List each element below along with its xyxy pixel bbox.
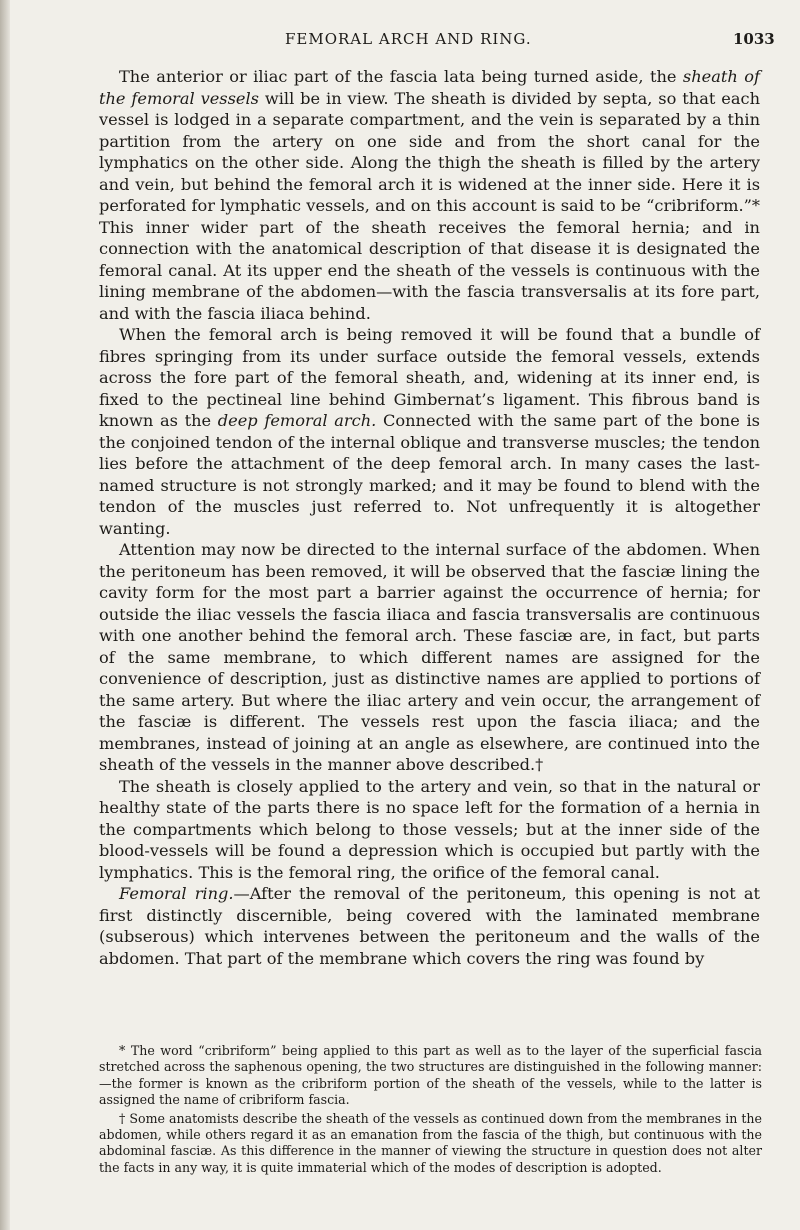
paragraph-sheath [99, 66, 760, 324]
paragraph-deep-femoral-arch [99, 324, 760, 539]
page-header [0, 30, 800, 54]
footnotes [99, 1043, 762, 1178]
paragraph-text: Connected with the same part of the bone is the conjoined tendon of the internal oblique and transverse muscles; the tendon lies before the attachment of the deep femoral arch. In many cases the last-named structure is not strongly marked; and it may be found to blend with the tendon of the muscles just referred to. Not unfrequently it is altogether wanting. [99, 411, 760, 538]
paragraph-text: will be in view. The sheath is divided by septa, so that each vessel is lodged in a separate compartment, and the vein is separated by a thin partition from the artery on one side and from the short canal for the lymphatics on the other side. Along the thigh the sheath is filled by the artery and vein, but behind the femoral arch it is widened at the inner side. Here it is perforated for lymphatic vessels, and on this account is said to be “cribriform.”* This inner wider part of the sheath receives the femoral hernia; and in connection with the anatomical description of that disease it is designated the femoral canal. At its upper end the sheath of the vessels is continuous with the lining membrane of the abdomen—with the fascia transversalis at its fore part, and with the fascia iliaca behind. [99, 88, 760, 323]
page-edge-shadow [0, 0, 10, 1230]
paragraph-femoral-ring [99, 883, 760, 969]
italic-term: deep femoral arch. [217, 411, 377, 430]
main-body-text [99, 66, 760, 969]
paragraph-text: Attention may now be directed to the internal surface of the abdomen. When the peritoneum has been removed, it will be observed that the fasciæ lining the cavity form for the most part a barrier against the occurrence of hernia; for outside the iliac vessels the fascia iliaca and fascia transversalis are continuous with one another behind the femoral arch. These fasciæ are, in fact, but parts of the same membrane, to which different names are assigned for the convenience of description, just as distinctive names are applied to portions of the same artery. But where the iliac artery and vein occur, the arrangement of the fasciæ is different. The vessels rest upon the fascia iliaca; and the membranes, instead of joining at an angle as elsewhere, are continued into the sheath of the vessels in the manner above described.† [99, 540, 760, 774]
paragraph-text: The sheath is closely applied to the artery and vein, so that in the natural or healthy state of the parts there is no space left for the formation of a hernia in the compartments which belong to those vessels; but at the inner side of the blood-vessels will be found a depression which is occupied but partly with the lymphatics. This is the femoral ring, the orifice of the femoral canal. [99, 776, 760, 882]
italic-term: sheath of the femoral vessels [99, 67, 760, 108]
paragraph-text: —After the removal of the peritoneum, this opening is not at first distinctly discernible, being covered with the laminated membrane (subserous) which intervenes between the peritoneum and the walls of the abdomen. That part of the membrane which covers the ring was found by [99, 884, 760, 968]
paragraph-text: The anterior or iliac part of the fascia lata being turned aside, the [119, 67, 683, 86]
paragraph-text: When the femoral arch is being removed it will be found that a bundle of fibres springing from its under surface outside the femoral vessels, extends across the fore part of the femoral sheath, and, widening at its inner end, is fixed to the pectineal line behind Gimbernat’s ligament. This fibrous band is known as the [99, 325, 760, 430]
page-number: 1033 [733, 30, 775, 48]
italic-heading: Femoral ring. [119, 884, 234, 903]
paragraph-internal-surface [99, 539, 760, 776]
paragraph-femoral-ring-intro [99, 776, 760, 884]
running-title: FEMORAL ARCH AND RING. [285, 30, 532, 48]
footnote-dagger: † Some anatomists describe the sheath of the vessels as continued down from the membranes in the abdomen, while others regard it as an emanation from the fascia of the thigh, but continuous with the abdominal fasciæ. As this difference in the manner of viewing the structure in question does not alter the facts in any way, it is quite immaterial which of the modes of description is adopted. [99, 1110, 762, 1175]
footnote-asterisk: * The word “cribriform” being applied to this part as well as to the layer of the superficial fascia stretched across the saphenous opening, the two structures are distinguished in the following manner:—the former is known as the cribriform portion of the sheath of the vessels, while to the latter is assigned the name of cribriform fascia. [99, 1043, 762, 1108]
